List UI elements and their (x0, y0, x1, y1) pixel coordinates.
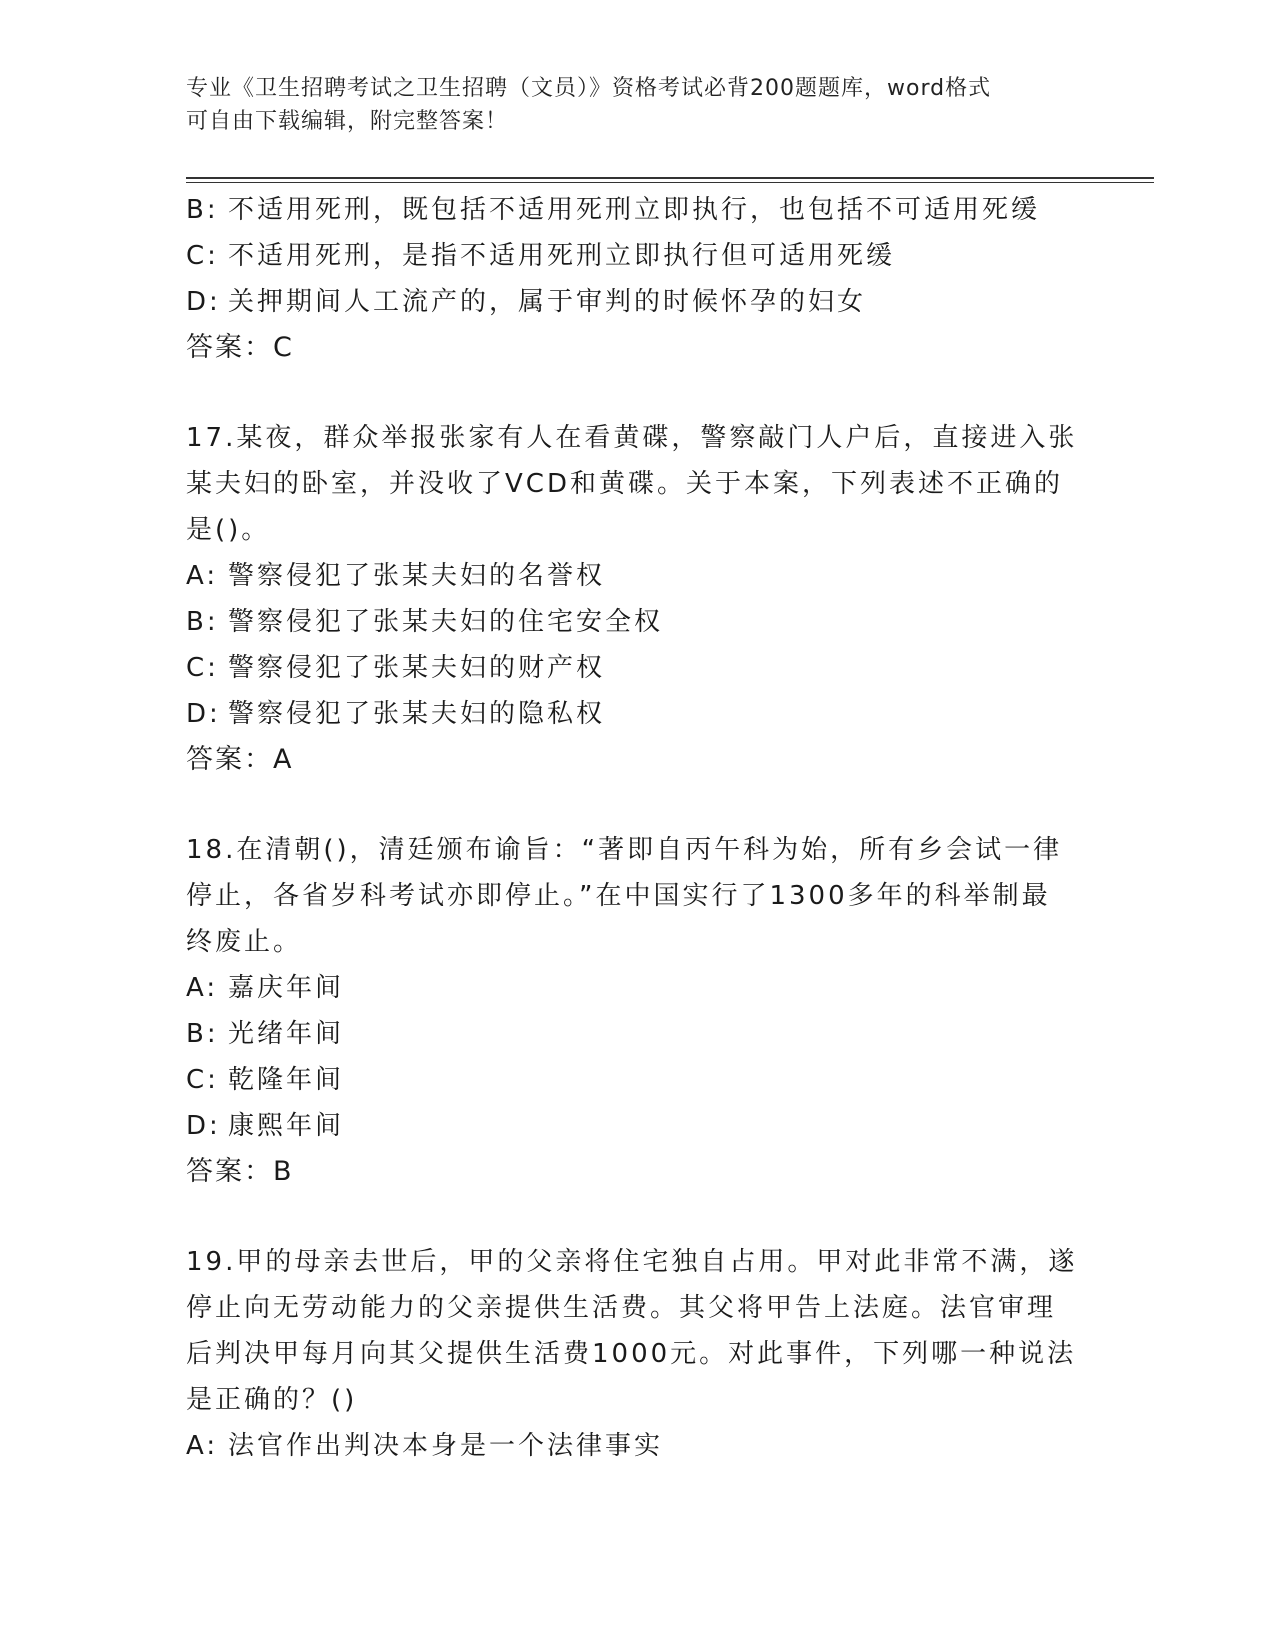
option-b: B: 警察侵犯了张某夫妇的住宅安全权 (186, 607, 664, 637)
question-text-line: 18.在清朝()，清廷颁布谕旨：“著即自丙午科为始，所有乡会试一律 (186, 835, 1063, 865)
option-c: C: 乾隆年间 (186, 1065, 345, 1095)
header-divider-thin (186, 182, 1154, 183)
header-divider (186, 177, 1154, 179)
question-list (186, 187, 1086, 1469)
question-17 (186, 415, 1086, 783)
question-text-line: 停止，各省岁科考试亦即停止。”在中国实行了1300多年的科举制最 (186, 881, 1051, 911)
question-text-line: 某夫妇的卧室，并没收了VCD和黄碟。关于本案，下列表述不正确的 (186, 469, 1063, 499)
option-b: B: 光绪年间 (186, 1019, 345, 1049)
option-d: D: 关押期间人工流产的，属于审判的时候怀孕的妇女 (186, 287, 867, 317)
question-18 (186, 827, 1086, 1195)
answer: 答案：A (186, 744, 294, 775)
answer: 答案：B (186, 1156, 294, 1187)
question-text-line: 19.甲的母亲去世后，甲的父亲将住宅独自占用。甲对此非常不满，遂 (186, 1247, 1078, 1277)
option-a: A: 嘉庆年间 (186, 973, 345, 1003)
question-text-line: 停止向无劳动能力的父亲提供生活费。其父将甲告上法庭。法官审理 (186, 1293, 1057, 1323)
option-d: D: 康熙年间 (186, 1111, 345, 1141)
page-header (186, 72, 1066, 138)
question-text-line: 后判决甲每月向其父提供生活费1000元。对此事件，下列哪一种说法 (186, 1339, 1077, 1369)
option-b: B: 不适用死刑，既包括不适用死刑立即执行，也包括不可适用死缓 (186, 195, 1041, 225)
option-c: C: 警察侵犯了张某夫妇的财产权 (186, 653, 606, 683)
question-19 (186, 1239, 1086, 1469)
option-c: C: 不适用死刑，是指不适用死刑立即执行但可适用死缓 (186, 241, 896, 271)
answer: 答案：C (186, 332, 294, 363)
header-title-line-2: 可自由下载编辑，附完整答案！ (186, 109, 509, 134)
question-text-line: 17.某夜，群众举报张家有人在看黄碟，警察敲门人户后，直接进入张 (186, 423, 1078, 453)
option-d: D: 警察侵犯了张某夫妇的隐私权 (186, 699, 606, 729)
question-16-continued (186, 187, 1086, 371)
question-text-line: 终废止。 (186, 927, 303, 957)
question-text-line: 是()。 (186, 515, 271, 545)
option-a: A: 法官作出判决本身是一个法律事实 (186, 1431, 664, 1461)
option-a: A: 警察侵犯了张某夫妇的名誉权 (186, 561, 606, 591)
header-title-line-1: 专业《卫生招聘考试之卫生招聘（文员）》资格考试必背200题题库，word格式 (186, 76, 992, 101)
question-text-line: 是正确的？() (186, 1385, 358, 1415)
